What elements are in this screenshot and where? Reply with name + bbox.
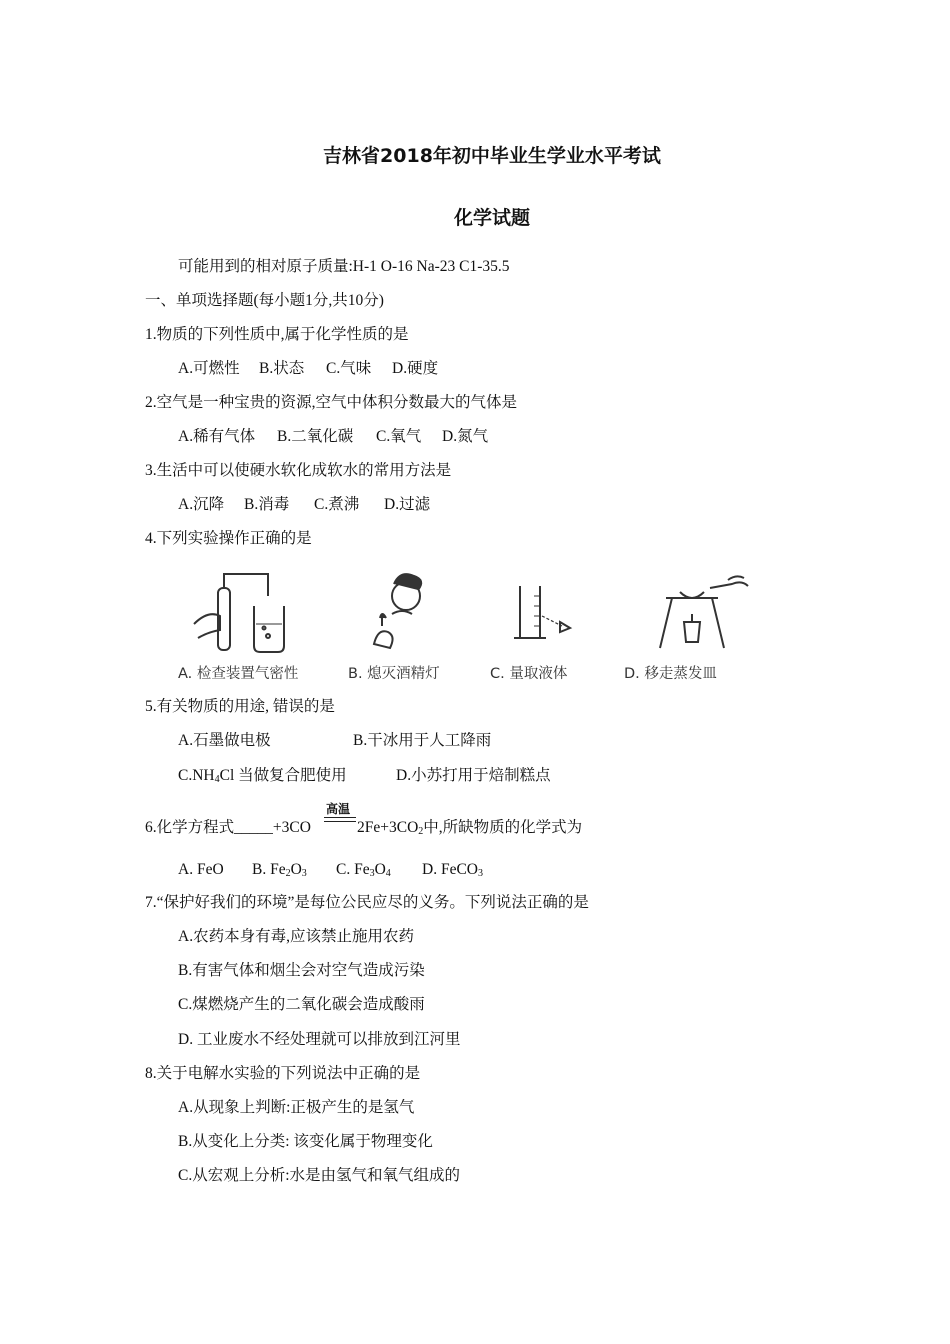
question-4-stem: 4.下列实验操作正确的是	[145, 530, 312, 547]
option-b: B.状态	[259, 360, 305, 377]
option-c-prefix: C.NH	[178, 767, 215, 784]
c-sub1: 3	[369, 868, 375, 879]
airtightness-check-icon	[174, 566, 324, 662]
question-6-tail: 中,所缺物质的化学式为	[423, 819, 583, 836]
figure-d	[620, 566, 770, 686]
b-sub1: 2	[285, 868, 291, 879]
question-7-option-b: B.有害气体和烟尘会对空气造成污染	[178, 962, 425, 979]
option-c	[336, 860, 391, 880]
question-5-stem: 5.有关物质的用途, 错误的是	[145, 698, 335, 715]
option-c	[178, 766, 347, 786]
figure-c	[486, 566, 636, 686]
option-b: B.消毒	[244, 496, 290, 513]
d-sub1: 3	[477, 868, 483, 879]
page-title: 吉林省2018年初中毕业生学业水平考试	[323, 145, 661, 167]
question-3-stem: 3.生活中可以使硬水软化成软水的常用方法是	[145, 462, 452, 479]
option-a: A.可燃性	[178, 360, 240, 377]
b-sub2: 3	[301, 868, 307, 879]
option-d: D.硬度	[392, 360, 439, 377]
caption-b: B. 熄灭酒精灯	[348, 666, 440, 682]
question-6-stem-right	[357, 818, 582, 838]
option-d: D.氮气	[442, 428, 489, 445]
condition-label: 高温	[326, 802, 351, 816]
equals-sign-icon	[324, 817, 356, 822]
intro-atomic-masses: 可能用到的相对原子质量:H-1 O-16 Na-23 C1-35.5	[178, 258, 510, 275]
b-o: O	[290, 861, 302, 878]
caption-a: A. 检查装置气密性	[178, 666, 299, 682]
figure-b	[344, 566, 494, 686]
c-fe: C. Fe	[336, 861, 370, 878]
option-d	[422, 860, 483, 880]
figure-a	[174, 566, 324, 686]
extinguish-alcohol-lamp-icon	[344, 566, 494, 662]
option-c-suffix: Cl 当做复合肥使用	[219, 767, 347, 784]
option-b: B.干冰用于人工降雨	[353, 732, 492, 749]
question-7-stem: 7.“保护好我们的环境”是每位公民应尽的义务。下列说法正确的是	[145, 894, 589, 911]
option-c: C.气味	[326, 360, 372, 377]
question-2-stem: 2.空气是一种宝贵的资源,空气中体积分数最大的气体是	[145, 394, 518, 411]
question-8-option-a: A.从现象上判断:正极产生的是氢气	[178, 1099, 415, 1116]
product-subscript: 2	[418, 826, 424, 837]
question-8-option-c: C.从宏观上分析:水是由氢气和氧气组成的	[178, 1167, 461, 1184]
option-a: A.石墨做电极	[178, 732, 271, 749]
question-8-stem: 8.关于电解水实验的下列说法中正确的是	[145, 1065, 421, 1082]
option-a: A. FeO	[178, 861, 224, 878]
caption-d: D. 移走蒸发皿	[624, 666, 717, 682]
option-a: A.稀有气体	[178, 428, 256, 445]
option-c: C.煮沸	[314, 496, 360, 513]
b-fe: B. Fe	[252, 861, 286, 878]
option-b: B.二氧化碳	[277, 428, 354, 445]
c-sub2: 4	[385, 868, 391, 879]
question-8-option-b: B.从变化上分类: 该变化属于物理变化	[178, 1133, 433, 1150]
caption-c: C. 量取液体	[490, 666, 568, 682]
option-c-subscript: 4	[214, 774, 220, 785]
option-d: D.小苏打用于焙制糕点	[396, 767, 551, 784]
section-heading: 一、单项选择题(每小题1分,共10分)	[145, 292, 384, 309]
high-temperature-condition	[324, 800, 356, 836]
question-7-option-a: A.农药本身有毒,应该禁止施用农药	[178, 928, 414, 945]
option-c: C.氧气	[376, 428, 422, 445]
question-6-stem-left: 6.化学方程式_____+3CO	[145, 819, 311, 836]
option-a: A.沉降	[178, 496, 225, 513]
lab-operations-figure	[168, 566, 768, 686]
option-d: D.过滤	[384, 496, 431, 513]
question-1-stem: 1.物质的下列性质中,属于化学性质的是	[145, 326, 409, 343]
evaporating-dish-icon	[620, 566, 770, 662]
option-b	[252, 860, 307, 880]
c-o: O	[374, 861, 386, 878]
graduated-cylinder-icon	[486, 566, 636, 662]
page-subtitle: 化学试题	[453, 207, 530, 229]
question-7-option-c: C.煤燃烧产生的二氧化碳会造成酸雨	[178, 996, 425, 1013]
d-feco: D. FeCO	[422, 861, 478, 878]
question-7-option-d: D. 工业废水不经处理就可以排放到江河里	[178, 1031, 461, 1048]
product-formula: 2Fe+3CO	[357, 819, 419, 836]
